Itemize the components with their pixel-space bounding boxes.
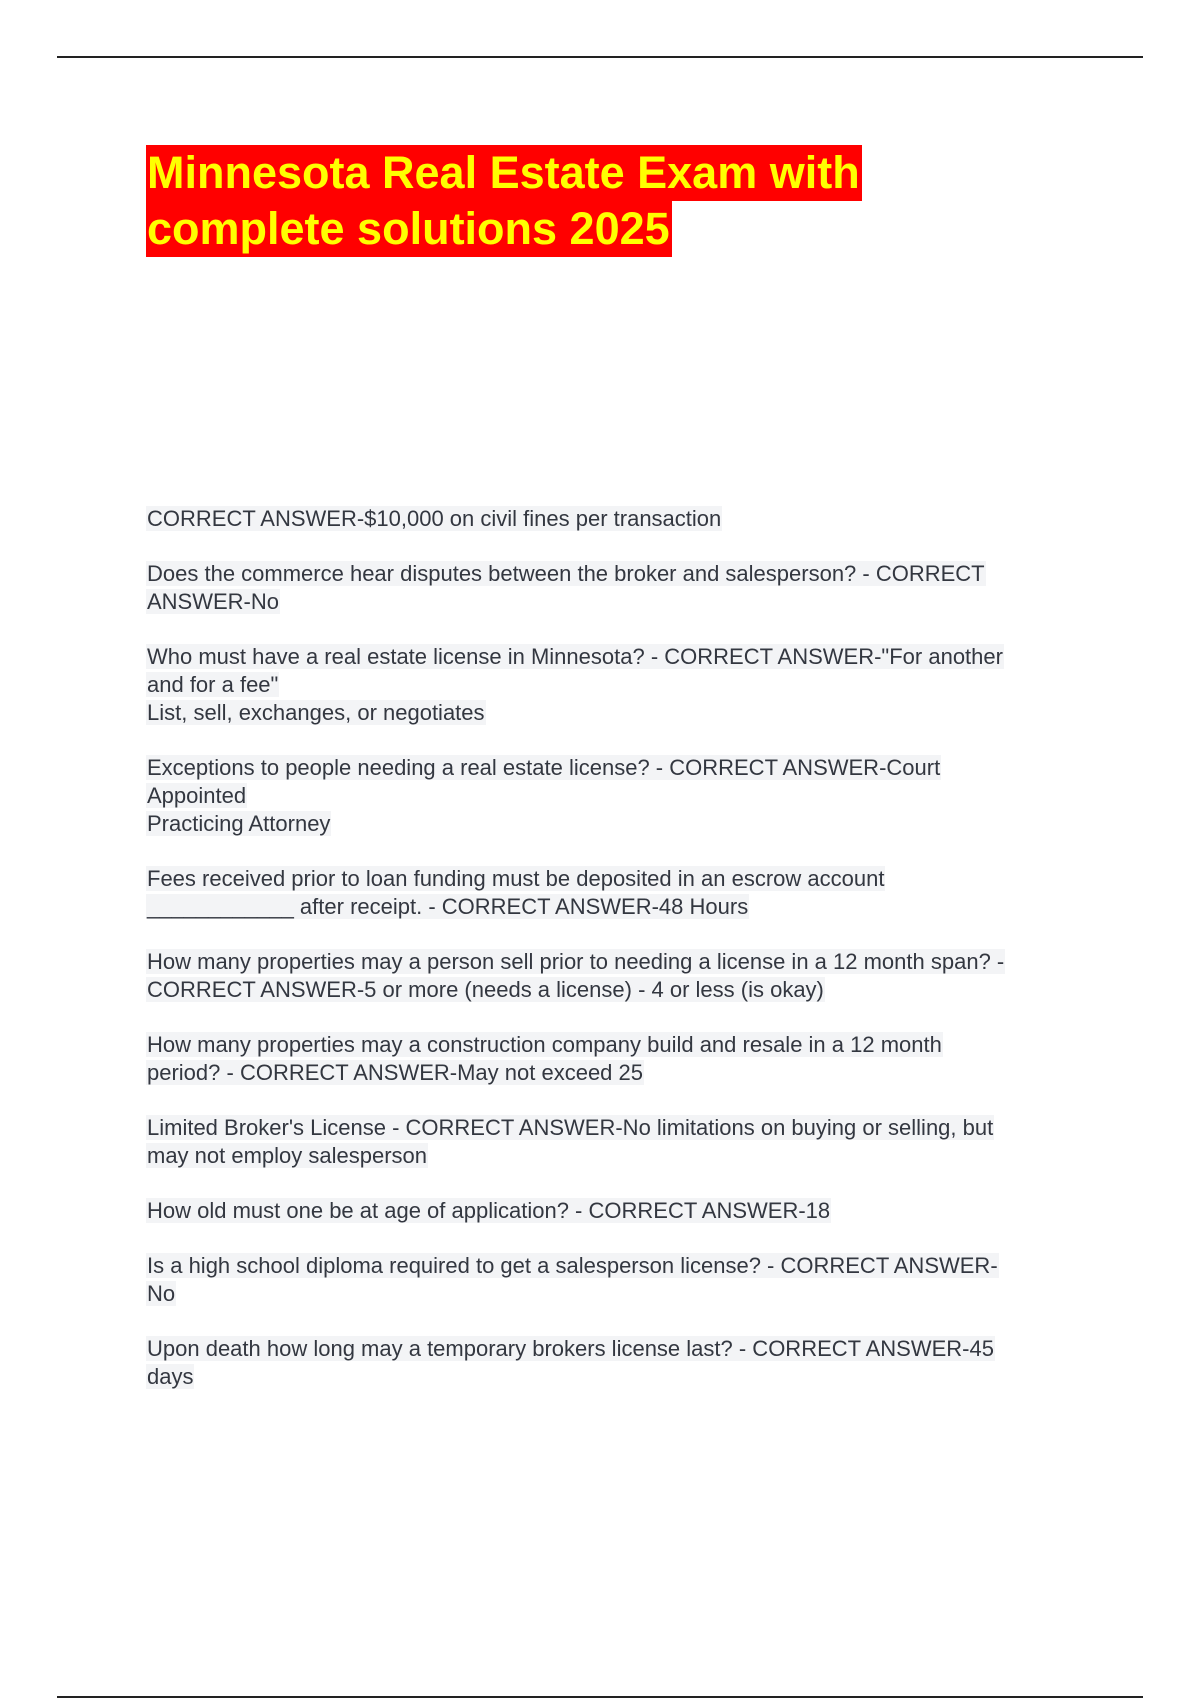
qa-line	[146, 754, 1101, 782]
top-rule	[57, 56, 1143, 58]
qa-entry	[146, 560, 1101, 616]
qa-line	[146, 976, 1101, 1004]
qa-line	[146, 1031, 1101, 1059]
title-line-2: complete solutions 2025	[146, 201, 672, 257]
qa-text: List, sell, exchanges, or negotiates	[147, 700, 485, 725]
qa-entry	[146, 1252, 1101, 1308]
qa-entry	[146, 1114, 1101, 1170]
qa-text: CORRECT ANSWER-$10,000 on civil fines per transaction	[147, 506, 722, 531]
qa-text: Does the commerce hear disputes between the broker and salesperson? - CORRECT	[147, 561, 985, 586]
bottom-rule	[57, 1696, 1143, 1698]
qa-text: Upon death how long may a temporary brokers license last? - CORRECT ANSWER-45	[147, 1336, 994, 1361]
qa-line	[146, 1280, 1101, 1308]
qa-text: How many properties may a person sell prior to needing a license in a 12 month span? -	[147, 949, 1005, 974]
qa-line	[146, 699, 1101, 727]
qa-text: How many properties may a construction company build and resale in a 12 month	[147, 1032, 942, 1057]
qa-entry	[146, 948, 1101, 1004]
qa-text: Exceptions to people needing a real estate license? - CORRECT ANSWER-Court	[147, 755, 941, 780]
qa-line	[146, 810, 1101, 838]
qa-list	[146, 505, 1101, 1418]
title-line-1: Minnesota Real Estate Exam with	[146, 145, 862, 201]
qa-text: How old must one be at age of application? - CORRECT ANSWER-18	[147, 1198, 831, 1223]
qa-entry	[146, 643, 1101, 727]
qa-line	[146, 865, 1101, 893]
qa-text: CORRECT ANSWER-5 or more (needs a license) - 4 or less (is okay)	[147, 977, 824, 1002]
qa-text: days	[147, 1364, 194, 1389]
qa-text: Practicing Attorney	[147, 811, 331, 836]
qa-line	[146, 893, 1101, 921]
qa-text: period? - CORRECT ANSWER-May not exceed 25	[147, 1060, 643, 1085]
qa-text: may not employ salesperson	[147, 1143, 428, 1168]
qa-line	[146, 948, 1101, 976]
qa-text: Limited Broker's License - CORRECT ANSWER-No limitations on buying or selling, but	[147, 1115, 994, 1140]
qa-text: ____________ after receipt. - CORRECT ANSWER-48 Hours	[147, 894, 749, 919]
qa-line	[146, 643, 1101, 671]
qa-text: and for a fee"	[147, 672, 279, 697]
qa-entry	[146, 1197, 1101, 1225]
qa-text: Is a high school diploma required to get a salesperson license? - CORRECT ANSWER-	[147, 1253, 998, 1278]
qa-line	[146, 1142, 1101, 1170]
qa-text: No	[147, 1281, 176, 1306]
qa-entry	[146, 1335, 1101, 1391]
qa-line	[146, 560, 1101, 588]
qa-entry	[146, 865, 1101, 921]
qa-line	[146, 1363, 1101, 1391]
qa-line	[146, 1335, 1101, 1363]
qa-entry	[146, 1031, 1101, 1087]
qa-line	[146, 505, 1101, 533]
qa-entry	[146, 754, 1101, 838]
qa-line	[146, 1197, 1101, 1225]
qa-text: Fees received prior to loan funding must be deposited in an escrow account	[147, 866, 885, 891]
qa-text: Appointed	[147, 783, 247, 808]
qa-line	[146, 1059, 1101, 1087]
qa-line	[146, 1114, 1101, 1142]
qa-text: Who must have a real estate license in Minnesota? - CORRECT ANSWER-"For another	[147, 644, 1003, 669]
qa-line	[146, 1252, 1101, 1280]
document-title	[146, 145, 1046, 257]
qa-line	[146, 782, 1101, 810]
qa-entry	[146, 505, 1101, 533]
qa-text: ANSWER-No	[147, 589, 280, 614]
qa-line	[146, 588, 1101, 616]
qa-line	[146, 671, 1101, 699]
